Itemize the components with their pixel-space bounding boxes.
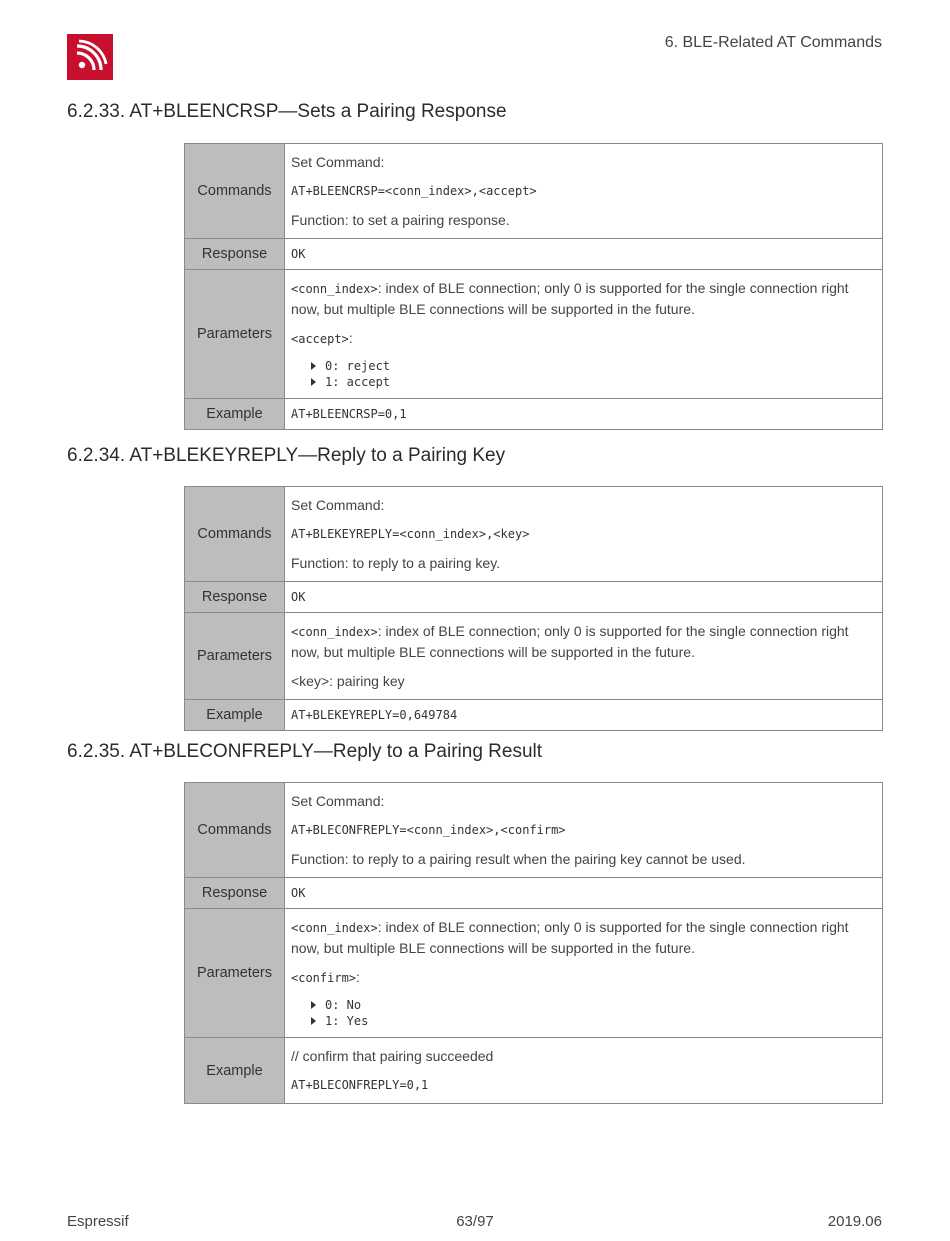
commands-cell xyxy=(285,783,883,878)
function-description: Function: to set a pairing response. xyxy=(291,212,510,228)
param-name: <conn_index> xyxy=(291,921,378,935)
command-table-bleencrsp xyxy=(184,143,883,430)
param-name: <conn_index> xyxy=(291,282,378,296)
example-value: AT+BLEKEYREPLY=0,649784 xyxy=(285,700,883,731)
list-item: 1: accept xyxy=(311,374,876,390)
command-table-blekeyreply xyxy=(184,486,883,731)
example-header: Example xyxy=(185,700,285,731)
parameters-cell: <conn_index>: index of BLE connection; only 0 is supported for the single connection right now, but multiple BLE connections will be supported in the future. <confirm>: 0: No 1: Yes xyxy=(285,909,883,1038)
function-description: Function: to reply to a pairing key. xyxy=(291,555,501,571)
example-comment: // confirm that pairing succeeded xyxy=(291,1048,494,1064)
footer-page-number: 63/97 xyxy=(456,1213,494,1230)
response-header: Response xyxy=(185,878,285,909)
section-title-bleconfreply: 6.2.35. AT+BLECONFREPLY—Reply to a Pairing Result xyxy=(67,741,543,762)
param-name: <key> xyxy=(291,673,330,689)
list-item: 0: reject xyxy=(311,358,876,374)
parameters-header: Parameters xyxy=(185,909,285,1038)
section-title-blekeyreply: 6.2.34. AT+BLEKEYREPLY—Reply to a Pairing Key xyxy=(67,445,506,466)
command-syntax: AT+BLEENCRSP=<conn_index>,<accept> xyxy=(291,184,537,198)
set-command-label: Set Command: xyxy=(291,497,385,513)
response-value: OK xyxy=(285,582,883,613)
param-description: : index of BLE connection; only 0 is supported for the single connection right now, but multiple BLE connections will be supported in the future. xyxy=(291,919,849,956)
example-header: Example xyxy=(185,399,285,430)
example-value: AT+BLEENCRSP=0,1 xyxy=(285,399,883,430)
parameters-header: Parameters xyxy=(185,613,285,700)
command-syntax: AT+BLEKEYREPLY=<conn_index>,<key> xyxy=(291,527,530,541)
bullet-triangle-icon xyxy=(311,1017,316,1025)
parameters-cell: <conn_index>: index of BLE connection; only 0 is supported for the single connection right now, but multiple BLE connections will be supported in the future. <accept>: 0: reject 1: accept xyxy=(285,270,883,399)
footer-date: 2019.06 xyxy=(827,1213,882,1230)
bullet-triangle-icon xyxy=(311,1001,316,1009)
commands-cell xyxy=(285,144,883,239)
parameters-cell xyxy=(285,613,883,700)
commands-header: Commands xyxy=(185,144,285,239)
list-item: 1: Yes xyxy=(311,1013,876,1029)
espressif-logo-icon xyxy=(67,34,113,80)
response-value: OK xyxy=(285,239,883,270)
example-value: AT+BLECONFREPLY=0,1 xyxy=(291,1078,429,1092)
param-description: : pairing key xyxy=(329,673,405,689)
commands-header: Commands xyxy=(185,487,285,582)
response-value: OK xyxy=(285,878,883,909)
param-name: <accept> xyxy=(291,332,349,346)
function-description: Function: to reply to a pairing result when the pairing key cannot be used. xyxy=(291,851,746,867)
response-header: Response xyxy=(185,239,285,270)
commands-header: Commands xyxy=(185,783,285,878)
bullet-triangle-icon xyxy=(311,378,316,386)
command-table-bleconfreply xyxy=(184,782,883,1104)
footer-company: Espressif xyxy=(67,1213,129,1230)
set-command-label: Set Command: xyxy=(291,154,385,170)
param-name: <confirm> xyxy=(291,971,357,985)
param-description: : index of BLE connection; only 0 is supported for the single connection right now, but multiple BLE connections will be supported in the future. xyxy=(291,280,849,317)
example-header: Example xyxy=(185,1038,285,1104)
commands-cell xyxy=(285,487,883,582)
response-header: Response xyxy=(185,582,285,613)
param-name: <conn_index> xyxy=(291,625,378,639)
set-command-label: Set Command: xyxy=(291,793,385,809)
command-syntax: AT+BLECONFREPLY=<conn_index>,<confirm> xyxy=(291,823,566,837)
param-description: : index of BLE connection; only 0 is supported for the single connection right now, but multiple BLE connections will be supported in the future. xyxy=(291,623,849,660)
bullet-triangle-icon xyxy=(311,362,316,370)
section-title-bleencrsp: 6.2.33. AT+BLEENCRSP—Sets a Pairing Response xyxy=(67,101,507,122)
parameters-header: Parameters xyxy=(185,270,285,399)
list-item: 0: No xyxy=(311,997,876,1013)
example-cell xyxy=(285,1038,883,1104)
chapter-title: 6. BLE-Related AT Commands xyxy=(664,34,882,51)
